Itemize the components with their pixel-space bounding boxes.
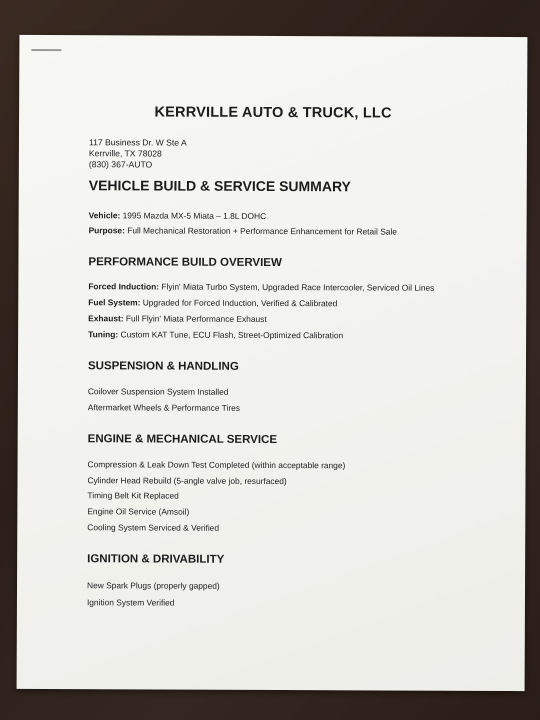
- address-line-2: Kerrville, TX 78028: [88, 148, 162, 159]
- vehicle-line: [89, 210, 267, 221]
- document-title: VEHICLE BUILD & SERVICE SUMMARY: [88, 177, 351, 195]
- performance-item-label: Forced Induction:: [88, 281, 160, 292]
- address-line-1: 117 Business Dr. W Ste A: [88, 137, 187, 148]
- performance-item-value: Flyin' Miata Turbo System, Upgraded Race Intercooler, Serviced Oil Lines: [161, 281, 435, 293]
- list-item: Timing Belt Kit Replaced: [87, 490, 179, 501]
- list-item: Coilover Suspension System Installed: [87, 386, 229, 397]
- list-item: Cylinder Head Rebuild (5-angle valve job, resurfaced): [87, 475, 287, 487]
- company-name: KERRVILLE AUTO & TRUCK, LLC: [154, 104, 392, 122]
- performance-item-value: Upgraded for Forced Induction, Verified & Calibrated: [142, 297, 338, 309]
- performance-item-value: Full Flyin' Miata Performance Exhaust: [125, 313, 267, 324]
- performance-item-label: Exhaust:: [88, 313, 124, 324]
- performance-item-label: Fuel System:: [88, 297, 141, 308]
- vehicle-value: 1995 Mazda MX-5 Miata – 1.8L DOHC: [122, 210, 267, 221]
- document-page: [17, 35, 528, 691]
- list-item: Engine Oil Service (Amsoil): [87, 506, 190, 517]
- performance-item: [88, 313, 267, 324]
- company-address: [89, 137, 187, 170]
- list-item: New Spark Plugs (properly gapped): [87, 580, 220, 591]
- company-phone: (830) 367-AUTO: [88, 159, 153, 170]
- section-heading-engine: ENGINE & MECHANICAL SERVICE: [87, 433, 278, 447]
- list-item: Ignition System Verified: [86, 597, 175, 608]
- performance-item: [88, 281, 434, 293]
- vehicle-label: Vehicle:: [88, 210, 121, 221]
- section-heading-ignition: IGNITION & DRIVABILITY: [87, 553, 225, 566]
- performance-item: [88, 329, 343, 340]
- performance-item-value: Custom KAT Tune, ECU Flash, Street-Optimized Calibration: [120, 329, 344, 341]
- performance-item-label: Tuning:: [88, 329, 119, 340]
- section-heading-suspension: SUSPENSION & HANDLING: [87, 360, 239, 373]
- purpose-value: Full Mechanical Restoration + Performance Enhancement for Retail Sale: [127, 225, 398, 237]
- purpose-line: [89, 225, 397, 236]
- performance-item: [88, 297, 337, 308]
- list-item: Aftermarket Wheels & Performance Tires: [87, 402, 241, 413]
- purpose-label: Purpose:: [88, 225, 125, 236]
- list-item: Compression & Leak Down Test Completed (within acceptable range): [87, 459, 346, 471]
- list-item: Cooling System Serviced & Verified: [87, 522, 220, 533]
- pencil-mark: [31, 49, 61, 51]
- section-heading-performance: PERFORMANCE BUILD OVERVIEW: [88, 256, 282, 270]
